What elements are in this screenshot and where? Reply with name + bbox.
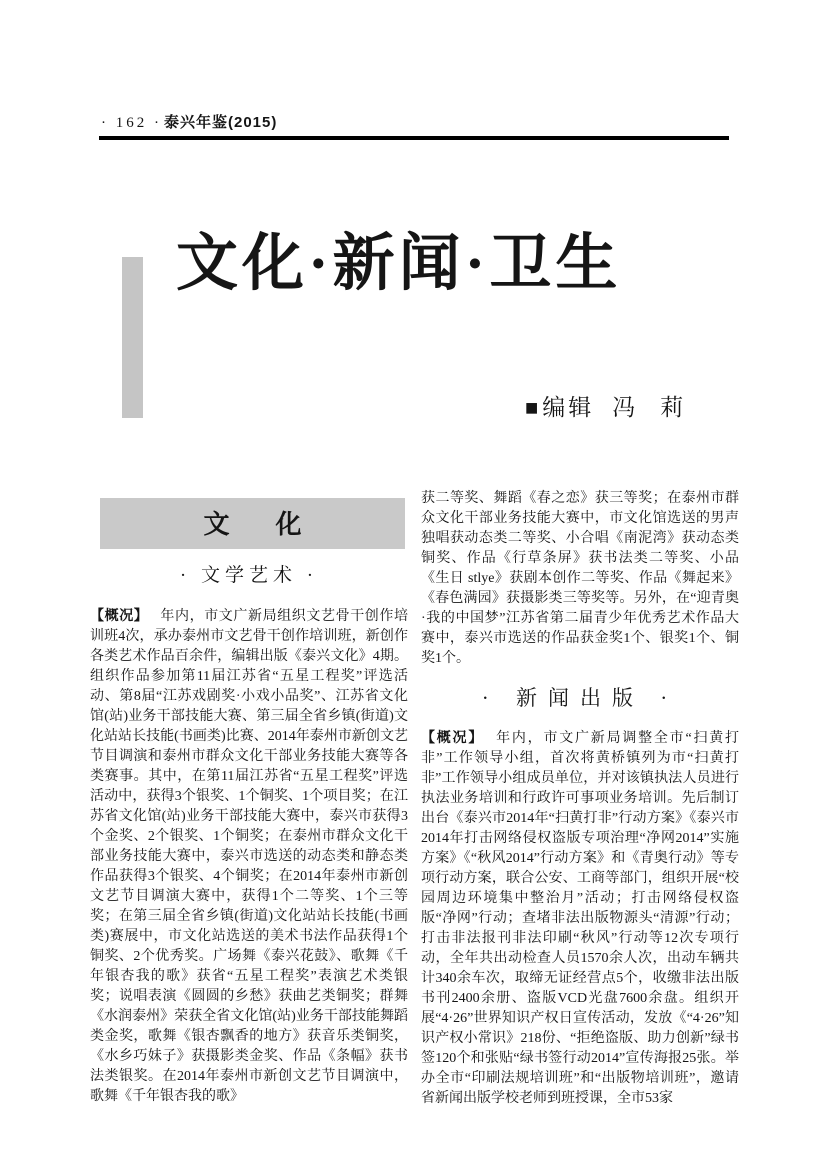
header-rule-divider	[99, 136, 729, 140]
column-right	[421, 489, 739, 1109]
subsection-title-literature-art: · 文学艺术 ·	[179, 565, 319, 586]
overview-label-news: 【概况】	[421, 729, 485, 745]
chapter-title-bar-decoration	[122, 257, 143, 418]
page-header	[101, 111, 277, 132]
column-left	[90, 489, 408, 1109]
page-number: · 162 ·	[101, 115, 162, 131]
book-title: 泰兴年鉴(2015)	[164, 114, 278, 131]
overview-paragraph-culture	[90, 605, 408, 1107]
continuation-text: 获二等奖、舞蹈《春之恋》获三等奖；在泰州市群众文化干部业务技能大赛中，市文化馆选送的男声独唱获动态类二等奖、小合唱《南泥湾》获动态类铜奖、作品《行草条屏》获书法类二等奖、小品《生日 stlye》获剧本创作二等奖、作品《舞起来》《春色满园》获摄影类三等奖等。另外，在“迎青奥·我的中国梦”江苏省第二届青少年优秀艺术作品大赛中，泰兴市选送的作品获金奖1个、银奖1个、铜奖1个。	[421, 491, 739, 666]
section-header-culture	[100, 498, 405, 549]
two-column-body	[90, 489, 738, 1109]
overview-paragraph-news	[421, 727, 739, 1109]
editor-name: 冯 莉	[612, 395, 685, 420]
chapter-title: 文化·新闻·卫生	[176, 230, 622, 298]
section-title-culture: 文化	[203, 508, 348, 539]
editor-square-icon: ■	[525, 395, 539, 420]
overview-text-news: 年内，市文广新局调整全市“扫黄打非”工作领导小组，首次将黄桥镇列为市“扫黄打非”工作领导小组成员单位，并对该镇执法人员进行执法业务培训和行政许可事项业务培训。先后制订出台《泰兴市2014年“扫黄打非”行动方案》《泰兴市2014年打击网络侵权盗版专项治理“净网2014”实施方案》《“秋风2014”行动方案》和《青奥行动》等专项行动方案，联合公安、工商等部门，组织开展“校园周边环境集中整治月”活动；打击网络侵权盗版“净网”行动；查堵非法出版物源头“清源”行动；打击非法报刊非法印刷“秋风”行动等12次专项行动，全年共出动检查人员1570余人次，出动车辆共计340余车次，取缔无证经营点5个，收缴非法出版书刊2400余册、盗版VCD光盘7600余盘。组织开展“4·26”世界知识产权日宣传活动，发放《“4·26”知识产权小常识》218份、“拒绝盗版、助力创新”绿书签120个和张贴“绿书签行动2014”宣传海报25张。举办全市“印刷法规培训班”和“出版物培训班”，邀请省新闻出版学校老师到班授课，全市53家	[421, 731, 740, 1106]
overview-text-culture: 年内，市文广新局组织文艺骨干创作培训班4次，承办泰州市文艺骨干创作培训班，新创作各类艺术作品百余件，编辑出版《泰兴文化》4期。组织作品参加第11届江苏省“五星工程奖”评选活动、第8届“江苏戏剧奖·小戏小品奖”、江苏省文化馆(站)业务干部技能大赛、第三届全省乡镇(街道)文化站站长技能(书画类)比赛、2014年泰州市新创文艺节目调演和泰州市群众文化干部业务技能大赛等各类赛事。其中，在第11届江苏省“五星工程奖”评选活动中，获得3个银奖、1个铜奖、1个项目奖；在江苏省文化馆(站)业务干部技能大赛中，泰兴市获得3个金奖、2个银奖、1个铜奖；在泰州市群众文化干部业务技能大赛中，泰兴市选送的动态类和静态类作品获得3个银奖、4个铜奖；在2014年泰州市新创文艺节目调演大赛中，获得1个二等奖、1个三等奖；在第三届全省乡镇(街道)文化站站长技能(书画类)赛展中，市文化站选送的美术书法作品获得1个铜奖、2个优秀奖。广场舞《泰兴花鼓》、歌舞《千年银杏我的歌》获省“五星工程奖”表演艺术类银奖；说唱表演《圆圆的乡愁》获曲艺类铜奖；群舞《水润泰州》荣获全省文化馆(站)业务干部技能舞蹈类金奖，歌舞《银杏飘香的地方》获音乐类铜奖，《水乡巧妹子》获摄影类金奖、作品《条幅》获书法类银奖。在2014年泰州市新创文艺节目调演中，歌舞《千年银杏我的歌》	[90, 609, 409, 1104]
subsection-title-news-publishing: · 新闻出版 ·	[481, 686, 679, 710]
continuation-paragraph	[421, 489, 739, 669]
editor-credit-line	[525, 389, 684, 422]
overview-label-culture: 【概况】	[90, 607, 149, 623]
editor-label: 编辑	[542, 395, 595, 420]
